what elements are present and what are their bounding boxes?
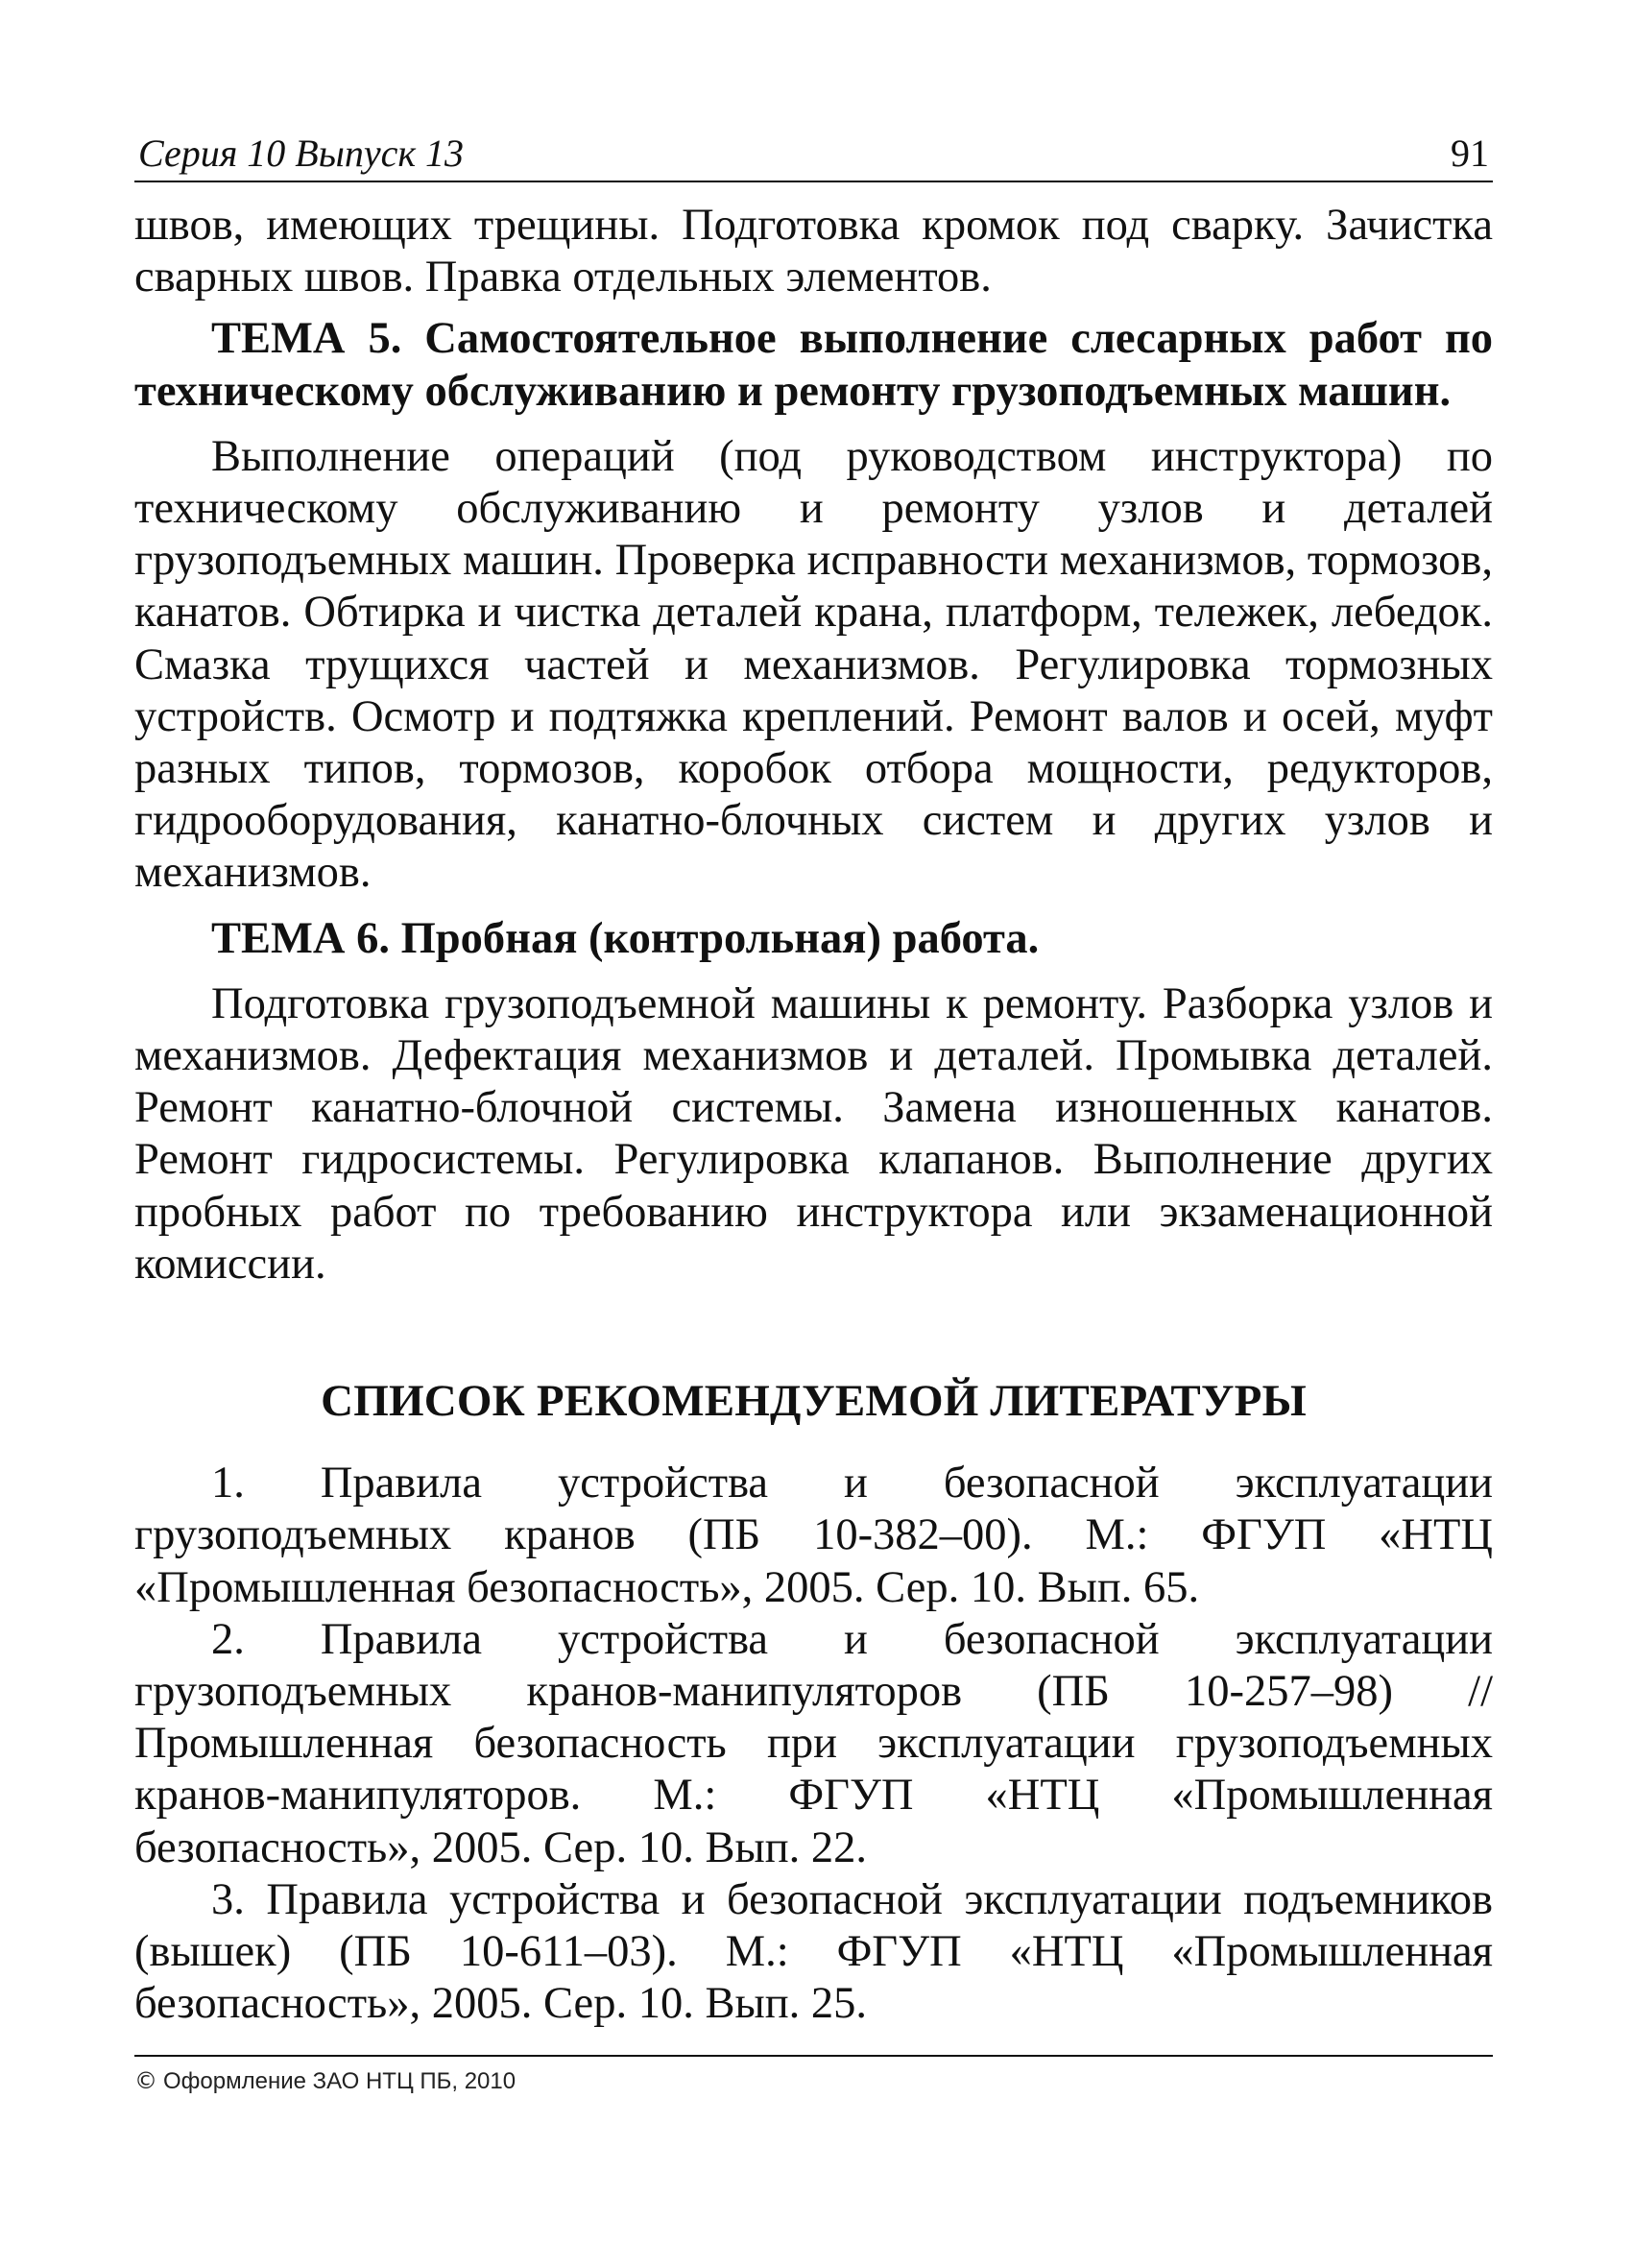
topic-6-paragraph: Подготовка грузоподъемной машины к ремонту. Разборка узлов и механизмов. Дефектация механизмов и деталей. Промывка деталей. Ремонт канатно-блочной системы. Замена изношенных канатов. Ремонт гидросистемы. Регулировка клапанов. Выполнение других пробных работ по требованию инструктора или экзаменационной комиссии. (134, 978, 1493, 1289)
series-label: Серия 10 Выпуск 13 (138, 132, 465, 175)
reference-item: 1. Правила устройства и безопасной эксплуатации грузоподъемных кранов (ПБ 10-382–00). М.: ФГУП «НТЦ «Промышленная безопасность», 2005. Сер. 10. Вып. 65. (134, 1459, 1493, 1612)
page-number: 91 (1451, 132, 1489, 175)
references-title: СПИСОК РЕКОМЕНДУЕМОЙ ЛИТЕРАТУРЫ (321, 1376, 1307, 1427)
footer (134, 2066, 516, 2096)
footer-text: Оформление ЗАО НТЦ ПБ, 2010 (163, 2068, 516, 2094)
running-header (134, 123, 1493, 182)
continuation-paragraph: швов, имеющих трещины. Подготовка кромок под сварку. Зачистка сварных швов. Правка отдельных элементов. (134, 201, 1493, 302)
reference-item: 2. Правила устройства и безопасной эксплуатации грузоподъемных кранов-манипуляторов (ПБ 10-257–98) // Промышленная безопасность при эксплуатации грузоподъемных кранов-манипуляторов. М.: ФГУП «НТЦ «Промышленная безопасность», 2005. Сер. 10. Вып. 22. (134, 1614, 1493, 1872)
topic-5-paragraph: Выполнение операций (под руководством инструктора) по техническому обслуживанию и ремонту узлов и деталей грузоподъемных машин. Проверка исправности механизмов, тормозов, канатов. Обтирка и чистка деталей крана, платформ, тележек, лебедок. Смазка трущихся частей и механизмов. Регулировка тормозных устройств. Осмотр и подтяжка креплений. Ремонт валов и осей, муфт разных типов, тормозов, коробок отбора мощности, редукторов, гидрооборудования, канатно-блочных систем и других узлов и механизмов. (134, 431, 1493, 898)
topic-5-heading: ТЕМА 5. Самостоятельное выполнение слесарных работ по техническому обслуживанию и ремонту грузоподъемных машин. (134, 314, 1493, 416)
references-list (134, 1458, 1493, 2030)
topic-6-heading: ТЕМА 6. Пробная (контрольная) работа. (211, 913, 1040, 963)
reference-item: 3. Правила устройства и безопасной эксплуатации подъемников (вышек) (ПБ 10-611–03). М.: ФГУП «НТЦ «Промышленная безопасность», 2005. Сер. 10. Вып. 25. (134, 1874, 1493, 2029)
footer-divider (134, 2055, 1493, 2057)
copyright-icon: © (134, 2067, 157, 2094)
body-text (134, 200, 1493, 2031)
